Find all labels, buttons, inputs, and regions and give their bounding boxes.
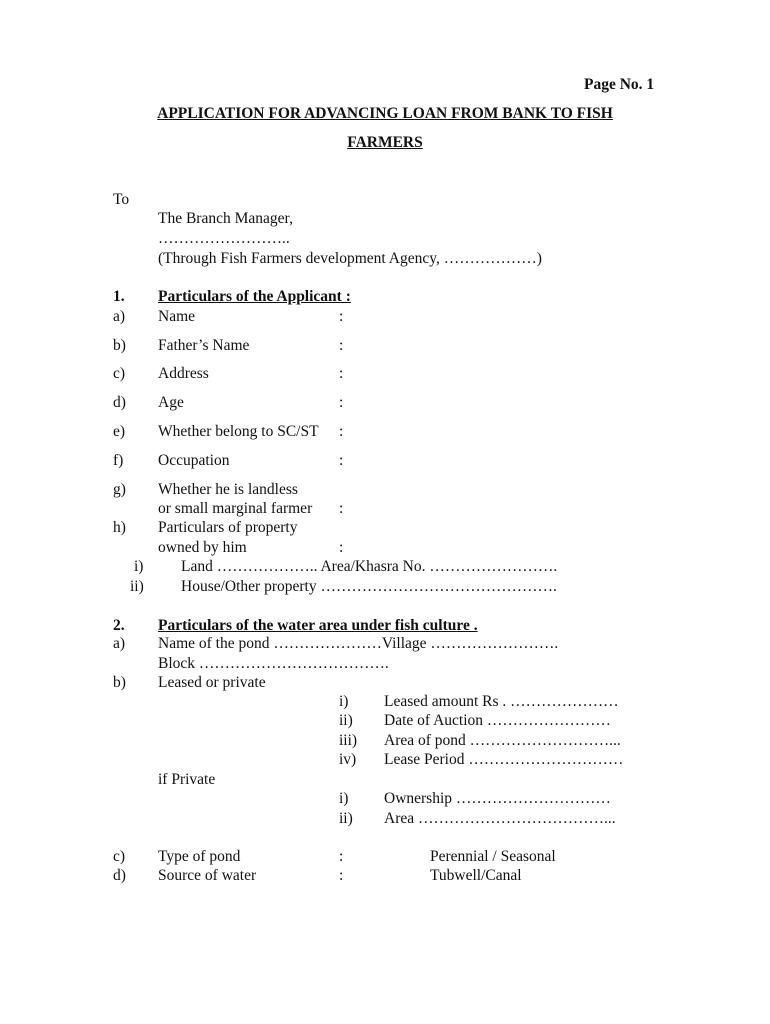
item-label: a) [113, 308, 126, 325]
field-colon: : [339, 452, 344, 469]
item-label: c) [113, 848, 126, 865]
field-area-of-pond: Area of pond ………………………... [384, 732, 621, 749]
field-land-area-khasra: Land ……………….. Area/Khasra No. ……………………. [181, 558, 558, 575]
field-property-label-line2: owned by him [158, 539, 247, 556]
field-house-other-property: House/Other property ………………………………………. [181, 578, 557, 595]
field-age-label: Age [158, 394, 184, 411]
item-label: f) [113, 452, 124, 469]
field-landless-label-line1: Whether he is landless [158, 481, 298, 498]
field-occupation-label: Occupation [158, 452, 230, 469]
field-type-of-pond-options: Perennial / Seasonal [430, 848, 556, 865]
field-colon: : [339, 365, 344, 382]
item-label: g) [113, 481, 126, 498]
field-fathers-name-label: Father’s Name [158, 337, 250, 354]
field-name-label: Name [158, 308, 196, 325]
field-source-of-water-label: Source of water [158, 867, 257, 884]
field-colon: : [339, 423, 344, 440]
field-landless-label-line2: or small marginal farmer [158, 500, 313, 517]
field-area: Area ………………………………... [384, 810, 616, 827]
item-label: c) [113, 365, 126, 382]
section2-number: 2. [113, 617, 125, 634]
field-source-of-water-options: Tubwell/Canal [430, 867, 522, 884]
field-lease-period: Lease Period ………………………… [384, 751, 624, 768]
form-title-line1: APPLICATION FOR ADVANCING LOAN FROM BANK TO FISH [157, 105, 613, 122]
field-colon: : [339, 539, 344, 556]
section2-heading: Particulars of the water area under fish culture . [158, 617, 478, 634]
sub-item-label: ii) [339, 712, 353, 729]
addressee-blank: …………………….. [158, 230, 290, 247]
sub-item-label: ii) [339, 810, 353, 827]
item-label: d) [113, 867, 126, 884]
sub-item-label: iv) [339, 751, 357, 768]
field-date-of-auction: Date of Auction …………………… [384, 712, 611, 729]
item-label: b) [113, 337, 126, 354]
field-colon: : [339, 500, 344, 517]
field-ownership: Ownership ………………………… [384, 790, 611, 807]
addressee-branch-manager: The Branch Manager, [158, 210, 293, 227]
field-colon: : [339, 848, 344, 865]
field-pond-village: Name of the pond …………………Village ……………………. [158, 635, 559, 652]
addressee-agency: (Through Fish Farmers development Agency, ………………) [158, 250, 542, 267]
item-label: b) [113, 674, 126, 691]
field-block: Block ………………………………. [158, 655, 389, 672]
section1-heading: Particulars of the Applicant : [158, 288, 351, 305]
field-sc-st-label: Whether belong to SC/ST [158, 423, 319, 440]
item-label: a) [113, 635, 126, 652]
sub-item-label: iii) [339, 732, 358, 749]
field-colon: : [339, 337, 344, 354]
sub-item-label: i) [339, 693, 349, 710]
field-colon: : [339, 394, 344, 411]
sub-item-label: i) [339, 790, 349, 807]
field-leased-or-private: Leased or private [158, 674, 266, 691]
item-label: e) [113, 423, 126, 440]
field-type-of-pond-label: Type of pond [158, 848, 241, 865]
addressee-to: To [113, 191, 130, 208]
item-label: d) [113, 394, 126, 411]
field-property-label-line1: Particulars of property [158, 519, 298, 536]
item-label: h) [113, 519, 126, 536]
form-title-line2: FARMERS [347, 134, 423, 151]
page-number: Page No. 1 [584, 76, 655, 93]
if-private-label: if Private [158, 771, 216, 788]
field-address-label: Address [158, 365, 209, 382]
sub-item-label: ii) [130, 578, 144, 595]
section1-number: 1. [113, 288, 125, 305]
sub-item-label: i) [134, 558, 144, 575]
field-colon: : [339, 867, 344, 884]
field-leased-amount: Leased amount Rs . ………………… [384, 693, 619, 710]
field-colon: : [339, 308, 344, 325]
